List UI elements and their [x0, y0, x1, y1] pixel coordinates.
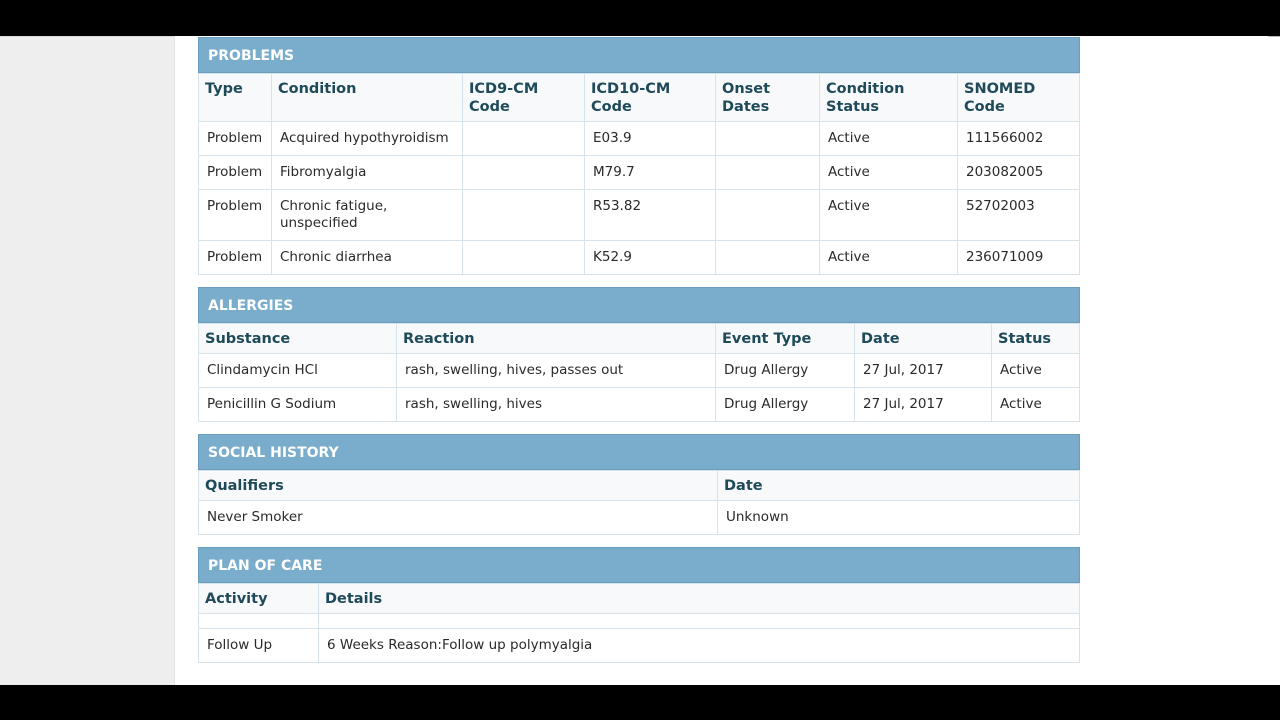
col-substance: Substance: [199, 324, 397, 354]
cell: R53.82: [585, 190, 716, 241]
scrollbar-edge: [1268, 36, 1280, 37]
cell: 111566002: [958, 122, 1080, 156]
record-content: [198, 37, 1080, 675]
cell: [716, 190, 820, 241]
plan-of-care-table: [198, 583, 1080, 663]
social-history-header-row: [199, 471, 1080, 501]
cell: Chronic fatigue, unspecified: [272, 190, 463, 241]
col-event-type: Event Type: [716, 324, 855, 354]
cell: Problem: [199, 241, 272, 275]
cell: Clindamycin HCl: [199, 354, 397, 388]
problems-section: [198, 37, 1080, 275]
cell: 203082005: [958, 156, 1080, 190]
cell: 27 Jul, 2017: [855, 388, 992, 422]
cell: Acquired hypothyroidism: [272, 122, 463, 156]
allergies-header: ALLERGIES: [198, 287, 1080, 323]
col-icd10: ICD10-CM Code: [585, 74, 716, 122]
cell: K52.9: [585, 241, 716, 275]
table-row: [199, 156, 1080, 190]
table-row: [199, 354, 1080, 388]
cell: 236071009: [958, 241, 1080, 275]
allergies-header-row: [199, 324, 1080, 354]
cell: Active: [820, 122, 958, 156]
social-history-section: [198, 434, 1080, 535]
cell: rash, swelling, hives, passes out: [397, 354, 716, 388]
cell: rash, swelling, hives: [397, 388, 716, 422]
col-status: Status: [992, 324, 1080, 354]
cell: Never Smoker: [199, 501, 718, 535]
cell: Active: [820, 156, 958, 190]
table-row: [199, 629, 1080, 663]
cell: Follow Up: [199, 629, 319, 663]
col-reaction: Reaction: [397, 324, 716, 354]
col-activity: Activity: [199, 584, 319, 614]
spacer-cell: [319, 614, 1080, 629]
table-row: [199, 122, 1080, 156]
col-qualifiers: Qualifiers: [199, 471, 718, 501]
allergies-section: [198, 287, 1080, 422]
spacer-row: [199, 614, 1080, 629]
table-row: [199, 190, 1080, 241]
social-history-header: SOCIAL HISTORY: [198, 434, 1080, 470]
cell: Fibromyalgia: [272, 156, 463, 190]
page-viewport: [0, 36, 1280, 685]
col-onset: Onset Dates: [716, 74, 820, 122]
cell: Active: [820, 190, 958, 241]
left-sidebar: [0, 36, 175, 685]
cell: Problem: [199, 122, 272, 156]
col-date: Date: [718, 471, 1080, 501]
cell: [716, 122, 820, 156]
cell: [463, 190, 585, 241]
plan-of-care-section: [198, 547, 1080, 663]
cell: M79.7: [585, 156, 716, 190]
cell: Problem: [199, 190, 272, 241]
cell: Active: [992, 354, 1080, 388]
col-snomed: SNOMED Code: [958, 74, 1080, 122]
cell: Unknown: [718, 501, 1080, 535]
allergies-table: [198, 323, 1080, 422]
cell: 6 Weeks Reason:Follow up polymyalgia: [319, 629, 1080, 663]
plan-of-care-header: PLAN OF CARE: [198, 547, 1080, 583]
cell: E03.9: [585, 122, 716, 156]
table-row: [199, 241, 1080, 275]
problems-header: PROBLEMS: [198, 37, 1080, 73]
social-history-table: [198, 470, 1080, 535]
problems-table: [198, 73, 1080, 275]
cell: Drug Allergy: [716, 354, 855, 388]
cell: 27 Jul, 2017: [855, 354, 992, 388]
table-row: [199, 501, 1080, 535]
col-date: Date: [855, 324, 992, 354]
cell: Problem: [199, 156, 272, 190]
cell: Active: [820, 241, 958, 275]
col-icd9: ICD9-CM Code: [463, 74, 585, 122]
cell: Drug Allergy: [716, 388, 855, 422]
cell: [716, 241, 820, 275]
problems-header-row: [199, 74, 1080, 122]
cell: [463, 241, 585, 275]
spacer-cell: [199, 614, 319, 629]
cell: Active: [992, 388, 1080, 422]
cell: Penicillin G Sodium: [199, 388, 397, 422]
cell: [463, 156, 585, 190]
col-condition: Condition: [272, 74, 463, 122]
cell: 52702003: [958, 190, 1080, 241]
col-type: Type: [199, 74, 272, 122]
plan-of-care-header-row: [199, 584, 1080, 614]
cell: Chronic diarrhea: [272, 241, 463, 275]
col-details: Details: [319, 584, 1080, 614]
cell: [716, 156, 820, 190]
cell: [463, 122, 585, 156]
table-row: [199, 388, 1080, 422]
col-condition-status: Condition Status: [820, 74, 958, 122]
